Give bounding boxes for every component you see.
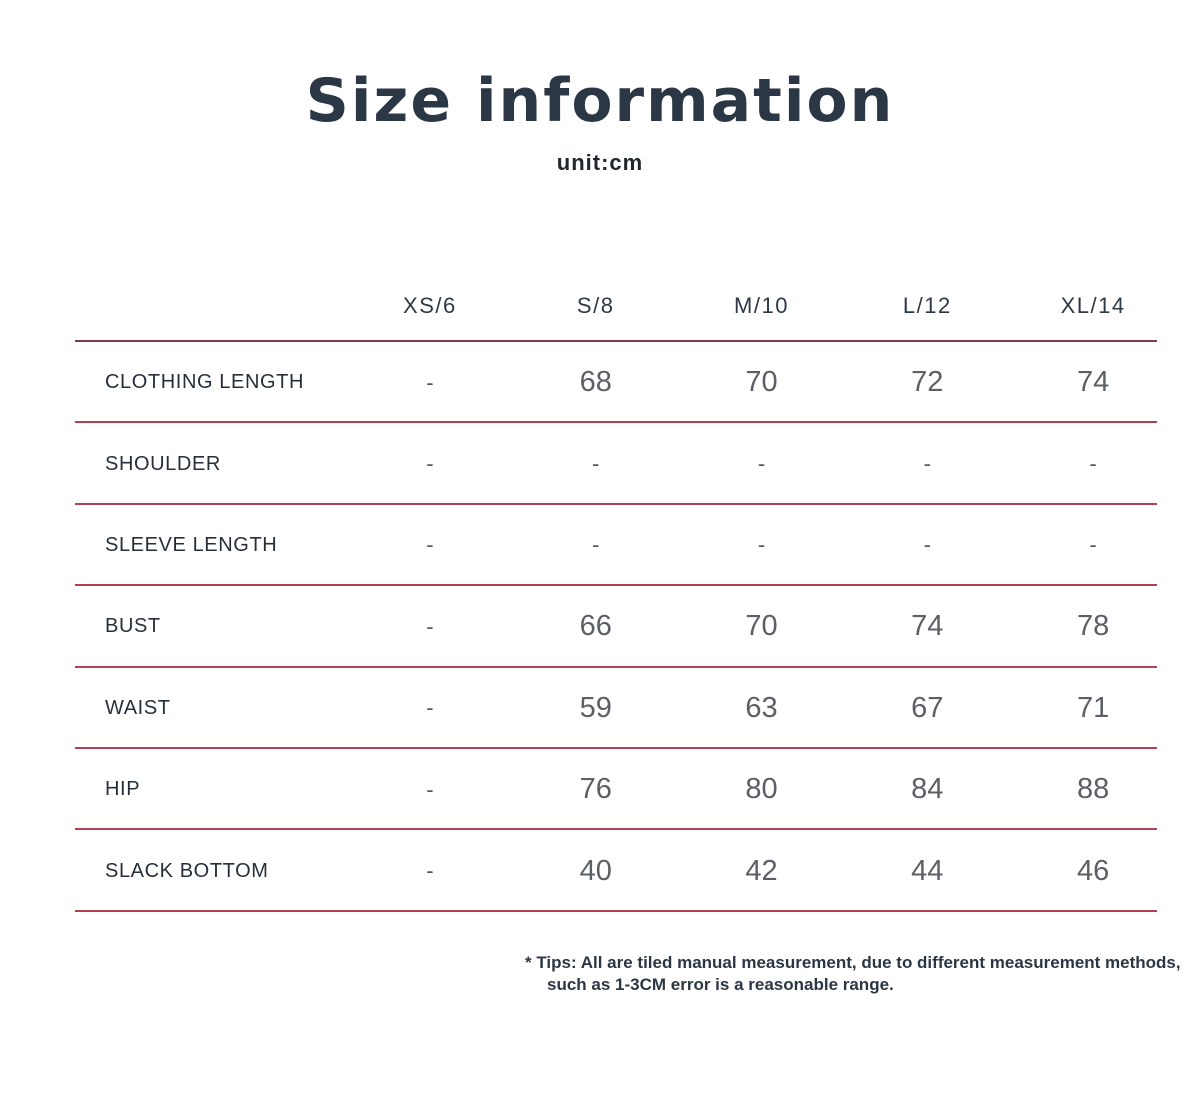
table-row-sleeve-length	[75, 505, 1176, 586]
size-value-cell: -	[1089, 451, 1097, 477]
tips-line-2: such as 1-3CM error is a reasonable range.	[547, 975, 894, 995]
size-value-cell: 71	[1076, 691, 1110, 724]
size-value-cell: 66	[579, 610, 612, 643]
row-label: WAIST	[105, 696, 171, 719]
size-value-cell: -	[923, 532, 931, 558]
row-label: CLOTHING LENGTH	[105, 371, 305, 394]
size-value-cell: 72	[911, 366, 944, 399]
row-label: HIP	[105, 778, 141, 801]
size-value-cell: 88	[1076, 773, 1110, 806]
size-value-cell: 68	[579, 366, 612, 399]
page-title: Size information	[305, 66, 895, 136]
column-header-m: M/10	[734, 293, 789, 318]
column-header-xs: XS/6	[403, 293, 457, 318]
size-value-cell: 42	[745, 854, 778, 887]
size-value-cell: -	[923, 451, 931, 477]
size-value-cell: 74	[911, 610, 944, 643]
size-table	[75, 270, 1176, 912]
size-value-cell: 46	[1076, 854, 1110, 887]
column-header-s: S/8	[576, 293, 615, 318]
size-value-cell: -	[757, 451, 766, 477]
tips-line-1: * Tips: All are tiled manual measurement, due to different measurement methods,	[525, 953, 1181, 972]
unit-label: unit:cm	[556, 150, 644, 175]
table-row-shoulder	[75, 423, 1176, 504]
size-value-cell: -	[1089, 532, 1097, 558]
size-value-cell: 67	[911, 691, 944, 724]
row-label: SLACK BOTTOM	[105, 859, 269, 882]
size-value-cell: -	[592, 532, 600, 558]
size-value-cell: 40	[579, 854, 612, 887]
size-value-cell: 44	[911, 854, 944, 887]
size-value-cell: 78	[1076, 610, 1110, 643]
size-value-cell: 80	[745, 773, 778, 806]
size-value-cell: -	[426, 451, 434, 477]
size-value-cell: 59	[579, 691, 612, 724]
size-value-cell: -	[426, 858, 434, 884]
size-value-cell: -	[757, 532, 766, 558]
column-header-l: L/12	[902, 293, 952, 318]
table-row-clothing-length	[75, 342, 1176, 423]
size-value-cell: 74	[1076, 366, 1110, 399]
size-value-cell: 63	[745, 691, 778, 724]
size-value-cell: -	[426, 613, 434, 639]
table-header-row	[75, 270, 1176, 342]
table-row-hip	[75, 749, 1176, 830]
row-label: SHOULDER	[105, 452, 221, 475]
size-value-cell: -	[426, 369, 434, 395]
size-value-cell: -	[426, 776, 434, 802]
size-value-cell: 76	[579, 773, 612, 806]
size-value-cell: 70	[745, 366, 778, 399]
table-row-waist	[75, 668, 1176, 749]
size-value-cell: 70	[745, 610, 778, 643]
table-row-bust	[75, 586, 1176, 667]
size-value-cell: -	[426, 695, 434, 721]
size-value-cell: -	[426, 532, 434, 558]
row-label: SLEEVE LENGTH	[105, 533, 278, 556]
size-value-cell: -	[592, 451, 600, 477]
table-row-slack-bottom	[75, 830, 1176, 911]
row-label: BUST	[105, 615, 161, 638]
size-value-cell: 84	[911, 773, 944, 806]
measurement-tips	[525, 952, 1195, 997]
column-header-xl: XL/14	[1060, 293, 1126, 318]
